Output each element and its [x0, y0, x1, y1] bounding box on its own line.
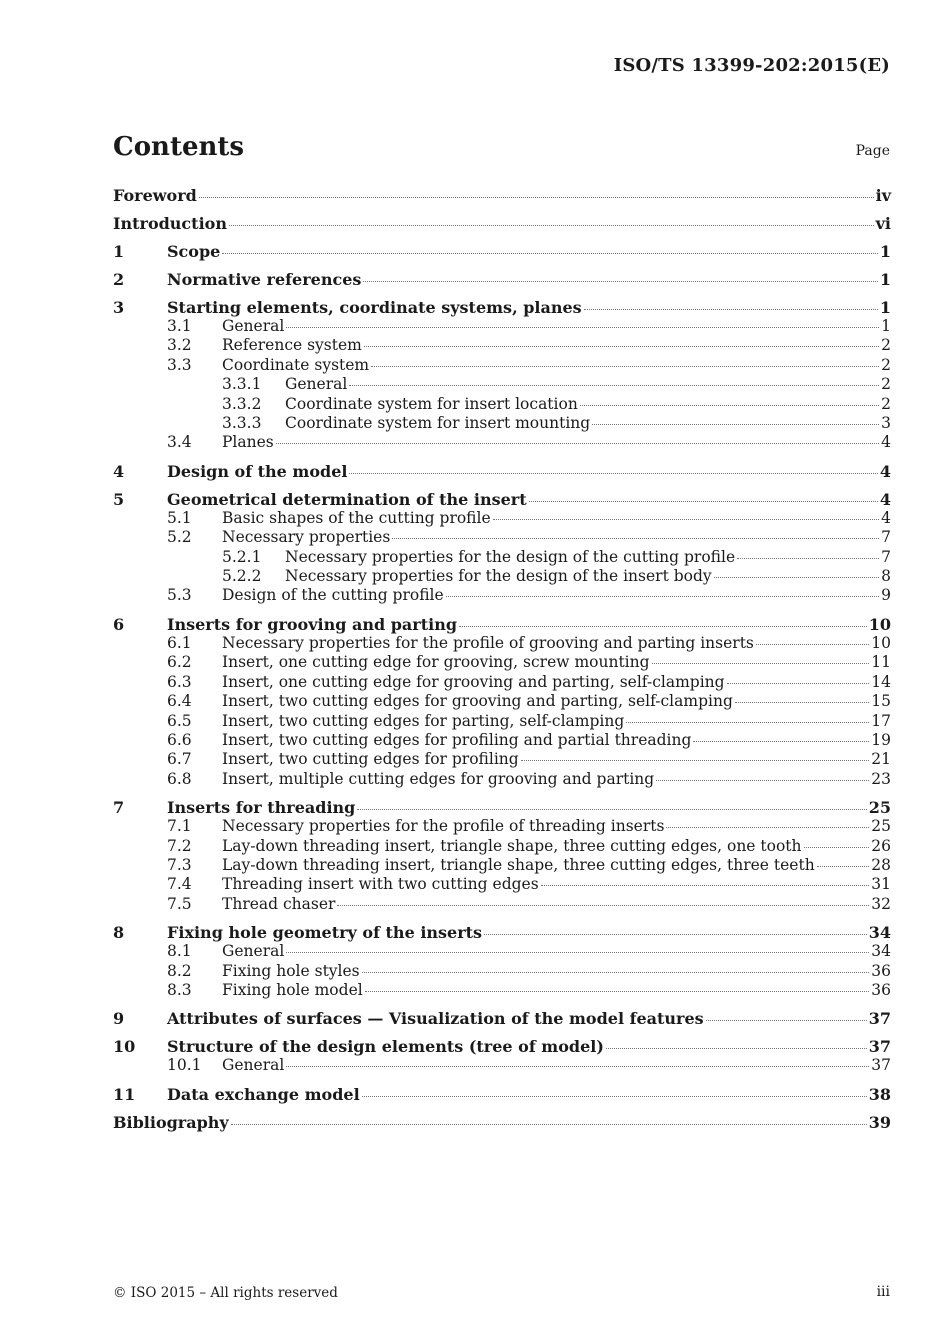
- toc-entry-title[interactable]: Design of the cutting profile: [222, 586, 444, 605]
- toc-entry[interactable]: [113, 923, 891, 942]
- toc-entry-page[interactable]: 11: [871, 653, 891, 672]
- dot-leader: [371, 366, 879, 367]
- toc-entry-number: 3: [113, 298, 125, 317]
- toc-entry[interactable]: [113, 356, 891, 375]
- toc-entry[interactable]: [113, 1009, 891, 1028]
- dot-leader: [693, 741, 869, 742]
- toc-entry-page[interactable]: 23: [871, 769, 891, 788]
- toc-entry-page[interactable]: 34: [871, 942, 891, 961]
- dot-leader: [286, 327, 879, 328]
- toc-entry[interactable]: [113, 634, 891, 653]
- toc-entry-title[interactable]: Fixing hole model: [222, 980, 363, 999]
- toc-entry-number: 6: [113, 614, 125, 634]
- toc-entry[interactable]: [113, 770, 891, 789]
- toc-entry-title[interactable]: Necessary properties: [222, 528, 391, 547]
- toc-entry-title[interactable]: General: [222, 1056, 285, 1075]
- dot-leader: [804, 847, 870, 848]
- dot-leader: [349, 473, 877, 474]
- toc-entry[interactable]: [113, 895, 891, 914]
- dot-leader: [666, 827, 869, 828]
- toc-entry-number: 8.3: [167, 980, 192, 999]
- dot-leader: [286, 952, 869, 953]
- toc-entry-number: 5.3: [167, 586, 192, 605]
- dot-leader: [229, 225, 874, 226]
- toc-entry-number: 11: [113, 1084, 136, 1104]
- toc-entry-number: 2: [113, 270, 125, 289]
- dot-leader: [727, 683, 870, 684]
- toc-entry-page[interactable]: 19: [871, 730, 891, 749]
- toc-entry-number: 7.5: [167, 894, 192, 913]
- toc-entry-page[interactable]: 4: [881, 433, 891, 452]
- toc-entry[interactable]: [113, 712, 891, 731]
- toc-entry-page[interactable]: 34: [868, 923, 891, 943]
- dot-leader: [364, 346, 879, 347]
- toc-entry-title[interactable]: Starting elements, coordinate systems, planes: [167, 298, 582, 317]
- toc-entry-title[interactable]: Data exchange model: [167, 1084, 360, 1104]
- toc-entry[interactable]: [113, 567, 891, 586]
- toc-entry-title[interactable]: Planes: [222, 433, 274, 452]
- toc-entry-title[interactable]: Basic shapes of the cutting profile: [222, 508, 491, 527]
- toc-entry[interactable]: [113, 528, 891, 547]
- dot-leader: [222, 253, 878, 254]
- toc-entry-title[interactable]: Necessary properties for the profile of threading inserts: [222, 817, 665, 836]
- toc-entry-title[interactable]: Fixing hole geometry of the inserts: [167, 923, 483, 943]
- toc-entry-page[interactable]: 1: [879, 270, 891, 289]
- toc-entry[interactable]: [113, 336, 891, 355]
- toc-entry-number: 1: [113, 242, 125, 261]
- dot-leader: [337, 905, 869, 906]
- toc-entry[interactable]: [113, 1037, 891, 1056]
- dot-leader: [714, 577, 879, 578]
- toc-entry-title[interactable]: Coordinate system: [222, 355, 370, 374]
- toc-entry[interactable]: [113, 817, 891, 836]
- dot-leader: [521, 760, 870, 761]
- toc-entry-page[interactable]: 37: [868, 1009, 891, 1029]
- toc-entry-title[interactable]: Fixing hole styles: [222, 961, 360, 980]
- toc-entry-page[interactable]: 1: [879, 242, 891, 261]
- toc-entry-page[interactable]: 10: [871, 633, 891, 652]
- dot-leader: [706, 1020, 867, 1021]
- toc-entry-title[interactable]: Normative references: [167, 270, 362, 289]
- toc-entry-number: 3.2: [167, 336, 192, 355]
- dot-leader: [484, 934, 867, 935]
- toc-entry-title[interactable]: General: [285, 375, 348, 394]
- toc-entry-title[interactable]: Insert, multiple cutting edges for grooving and parting: [222, 769, 655, 788]
- toc-entry-number: 5.2.2: [222, 567, 262, 586]
- toc-entry-page[interactable]: 7: [881, 528, 891, 547]
- toc-entry-page[interactable]: 36: [871, 961, 891, 980]
- toc-entry-page[interactable]: 36: [871, 980, 891, 999]
- toc-entry-number: 3.3.2: [222, 394, 262, 413]
- toc-entry[interactable]: [113, 186, 891, 205]
- toc-entry-title[interactable]: Design of the model: [167, 461, 348, 481]
- document-identifier: ISO/TS 13399-202:2015(E): [613, 55, 890, 76]
- toc-entry-number: 6.5: [167, 711, 192, 730]
- dot-leader: [606, 1048, 867, 1049]
- toc-entry-page[interactable]: 2: [881, 336, 891, 355]
- toc-entry-number: 10.1: [167, 1056, 202, 1075]
- toc-entry-number: 3.1: [167, 317, 192, 335]
- toc-entry-page[interactable]: 31: [871, 875, 891, 894]
- toc-entry-title[interactable]: General: [222, 317, 285, 335]
- toc-entry-number: 7: [113, 798, 125, 818]
- toc-entry-number: 6.3: [167, 672, 192, 691]
- toc-entry[interactable]: [113, 462, 891, 481]
- toc-entry-number: 7.4: [167, 875, 192, 894]
- toc-entry[interactable]: [113, 214, 891, 233]
- toc-entry-title[interactable]: Necessary properties for the profile of grooving and parting inserts: [222, 633, 754, 652]
- toc-entry-title[interactable]: Necessary properties for the design of the insert body: [285, 567, 712, 586]
- toc-entry[interactable]: [113, 653, 891, 672]
- dot-leader: [592, 424, 879, 425]
- toc-entry-title[interactable]: Insert, one cutting edge for grooving, screw mounting: [222, 653, 650, 672]
- toc-entry-number: 6.4: [167, 692, 192, 711]
- toc-entry-number: 8: [113, 923, 125, 943]
- toc-entry-page[interactable]: 39: [868, 1112, 891, 1132]
- dot-leader: [626, 722, 869, 723]
- toc-entry-page[interactable]: 32: [871, 894, 891, 913]
- toc-entry[interactable]: [113, 317, 891, 336]
- toc-entry-title[interactable]: Coordinate system for insert location: [285, 394, 578, 413]
- toc-entry-number: 3.3.3: [222, 414, 262, 433]
- toc-entry-title[interactable]: Insert, two cutting edges for grooving and parting, self-clamping: [222, 692, 733, 711]
- toc-entry-title[interactable]: Threading insert with two cutting edges: [222, 875, 539, 894]
- toc-entry-title[interactable]: General: [222, 942, 285, 961]
- toc-entry-page[interactable]: 1: [881, 317, 891, 335]
- dot-leader: [446, 596, 879, 597]
- toc-entry-page[interactable]: vi: [875, 214, 891, 233]
- toc-entry-title[interactable]: Thread chaser: [222, 894, 336, 913]
- toc-entry-number: 5.1: [167, 508, 192, 527]
- toc-entry-number: 7.1: [167, 817, 192, 836]
- toc-entry[interactable]: [113, 490, 891, 509]
- toc-entry[interactable]: [113, 509, 891, 528]
- toc-entry-number: 9: [113, 1009, 125, 1029]
- page-number: iii: [876, 1284, 890, 1300]
- toc-entry-title[interactable]: Reference system: [222, 336, 362, 355]
- toc-entry-title[interactable]: Insert, two cutting edges for profiling and partial threading: [222, 730, 692, 749]
- toc-entry[interactable]: [113, 875, 891, 894]
- toc-entry-page[interactable]: 28: [871, 855, 891, 874]
- toc-entry[interactable]: [113, 395, 891, 414]
- dot-leader: [584, 309, 878, 310]
- toc-entry[interactable]: [113, 731, 891, 750]
- toc-entry-number: 8.1: [167, 942, 192, 961]
- toc-entry-page[interactable]: 17: [871, 711, 891, 730]
- dot-leader: [817, 866, 870, 867]
- toc-entry[interactable]: [113, 962, 891, 981]
- toc-entry-page[interactable]: 2: [881, 355, 891, 374]
- toc-entry[interactable]: [113, 942, 891, 961]
- dot-leader: [493, 519, 879, 520]
- toc-entry-page[interactable]: 10: [868, 614, 891, 634]
- dot-leader: [459, 626, 867, 627]
- toc-entry-page[interactable]: 9: [881, 586, 891, 605]
- toc-entry-page[interactable]: 8: [881, 567, 891, 586]
- toc-entry-number: 8.2: [167, 961, 192, 980]
- toc-entry-page[interactable]: 2: [881, 394, 891, 413]
- toc-entry[interactable]: [113, 798, 891, 817]
- toc-entry-title[interactable]: Introduction: [113, 214, 227, 233]
- toc-entry-title[interactable]: Inserts for grooving and parting: [167, 614, 458, 634]
- dot-leader: [656, 780, 869, 781]
- toc-entry-title[interactable]: Bibliography: [113, 1112, 229, 1132]
- toc-entry-title[interactable]: Foreword: [113, 186, 197, 205]
- toc-entry-number: 3.3.1: [222, 375, 262, 394]
- toc-entry[interactable]: [113, 1085, 891, 1104]
- toc-entry-page[interactable]: 21: [871, 750, 891, 769]
- toc-entry[interactable]: [113, 1056, 891, 1075]
- page-title: Contents: [113, 132, 245, 162]
- toc-entry[interactable]: [113, 837, 891, 856]
- dot-leader: [199, 197, 874, 198]
- dot-leader: [365, 991, 870, 992]
- toc-entry-title[interactable]: Necessary properties for the design of the cutting profile: [285, 547, 736, 566]
- dot-leader: [580, 405, 879, 406]
- dot-leader: [363, 281, 877, 282]
- toc-entry[interactable]: [113, 298, 891, 317]
- toc-entry[interactable]: [113, 615, 891, 634]
- toc-entry-title[interactable]: Structure of the design elements (tree of model): [167, 1037, 604, 1057]
- toc-entry-page[interactable]: 1: [879, 298, 891, 317]
- toc-entry-page[interactable]: 4: [879, 461, 891, 481]
- dot-leader: [756, 644, 869, 645]
- toc-entry-title[interactable]: Attributes of surfaces — Visualization of the model features: [167, 1009, 704, 1029]
- toc-entry[interactable]: [113, 1113, 891, 1132]
- copyright-notice: © ISO 2015 – All rights reserved: [113, 1285, 338, 1301]
- toc-entry-number: 5: [113, 489, 125, 509]
- dot-leader: [357, 809, 866, 810]
- dot-leader: [286, 1066, 869, 1067]
- dot-leader: [231, 1124, 867, 1125]
- toc-entry-number: 6.1: [167, 633, 192, 652]
- toc-entry-page[interactable]: 25: [871, 817, 891, 836]
- dot-leader: [392, 538, 879, 539]
- toc-entry-page[interactable]: 7: [881, 547, 891, 566]
- toc-entry-title[interactable]: Insert, one cutting edge for grooving and parting, self-clamping: [222, 672, 725, 691]
- toc-entry-title[interactable]: Scope: [167, 242, 221, 261]
- toc-entry-title[interactable]: Geometrical determination of the insert: [167, 489, 527, 509]
- toc-entry-title[interactable]: Insert, two cutting edges for profiling: [222, 750, 519, 769]
- toc-entry-title[interactable]: Inserts for threading: [167, 798, 356, 818]
- toc-entry-page[interactable]: 37: [871, 1056, 891, 1075]
- toc-entry-page[interactable]: 38: [868, 1084, 891, 1104]
- toc-entry-number: 10: [113, 1037, 136, 1057]
- toc-entry-title[interactable]: Insert, two cutting edges for parting, self-clamping: [222, 711, 625, 730]
- toc-entry-number: 6.6: [167, 730, 192, 749]
- toc-entry[interactable]: [113, 548, 891, 567]
- toc-entry[interactable]: [113, 586, 891, 605]
- toc-entry-page[interactable]: 14: [871, 672, 891, 691]
- page-column-label: Page: [855, 143, 890, 159]
- toc-entry[interactable]: [113, 242, 891, 261]
- dot-leader: [737, 558, 879, 559]
- toc-entry-page[interactable]: 2: [881, 375, 891, 394]
- toc-entry-number: 7.2: [167, 836, 192, 855]
- toc-entry-number: 7.3: [167, 855, 192, 874]
- toc-entry[interactable]: [113, 414, 891, 433]
- toc-entry-number: 3.3: [167, 355, 192, 374]
- toc-entry-title[interactable]: Lay-down threading insert, triangle shape, three cutting edges, three teeth: [222, 855, 815, 874]
- toc-entry[interactable]: [113, 270, 891, 289]
- dot-leader: [362, 1096, 867, 1097]
- toc-entry-number: 6.8: [167, 769, 192, 788]
- toc-entry-page[interactable]: 37: [868, 1037, 891, 1057]
- toc-entry[interactable]: [113, 692, 891, 711]
- dot-leader: [276, 443, 879, 444]
- toc-entry[interactable]: [113, 375, 891, 394]
- dot-leader: [529, 501, 878, 502]
- toc-entry[interactable]: [113, 750, 891, 769]
- dot-leader: [349, 385, 879, 386]
- toc-entry-page[interactable]: 4: [881, 508, 891, 527]
- dot-leader: [362, 972, 870, 973]
- toc-entry[interactable]: [113, 856, 891, 875]
- toc-entry[interactable]: [113, 433, 891, 452]
- toc-entry[interactable]: [113, 981, 891, 1000]
- dot-leader: [735, 702, 869, 703]
- toc-entry-page[interactable]: 3: [881, 414, 891, 433]
- dot-leader: [541, 885, 870, 886]
- toc-entry-page[interactable]: 4: [879, 489, 891, 509]
- toc-entry-number: 5.2: [167, 528, 192, 547]
- toc-entry-number: 6.2: [167, 653, 192, 672]
- toc-entry-number: 5.2.1: [222, 547, 262, 566]
- toc-entry-title[interactable]: Lay-down threading insert, triangle shape, three cutting edges, one tooth: [222, 836, 802, 855]
- toc-entry-number: 6.7: [167, 750, 192, 769]
- toc-entry[interactable]: [113, 673, 891, 692]
- toc-entry-number: 3.4: [167, 433, 192, 452]
- toc-entry-page[interactable]: 26: [871, 836, 891, 855]
- dot-leader: [652, 663, 870, 664]
- toc-entry-page[interactable]: 15: [871, 692, 891, 711]
- toc-entry-page[interactable]: 25: [868, 798, 891, 818]
- table-of-contents: [113, 186, 891, 1132]
- toc-entry-page[interactable]: iv: [875, 186, 891, 205]
- toc-entry-title[interactable]: Coordinate system for insert mounting: [285, 414, 591, 433]
- toc-entry-number: 4: [113, 461, 125, 481]
